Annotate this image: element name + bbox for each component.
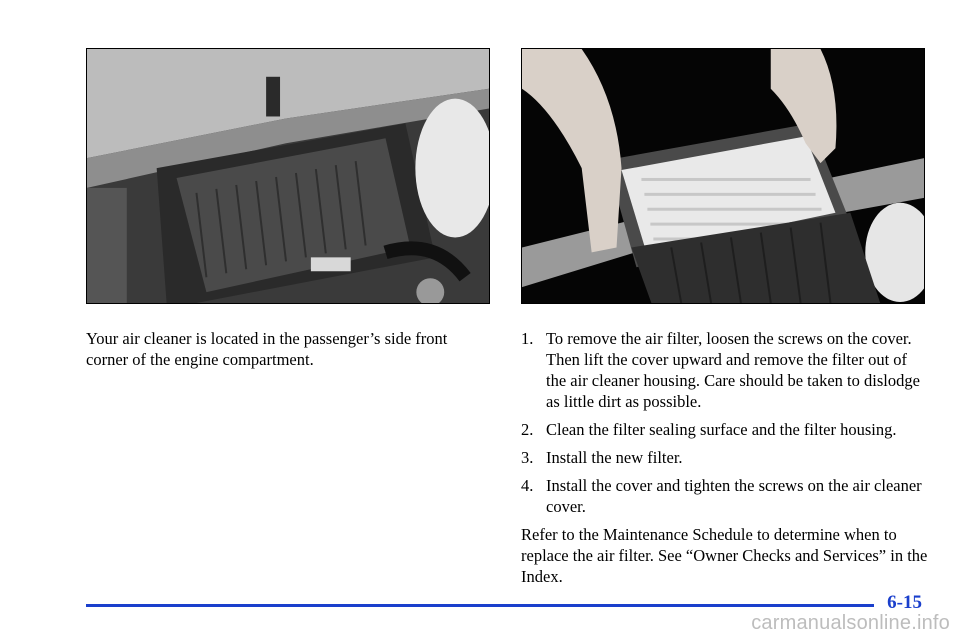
step-item [521, 419, 931, 440]
maintenance-note: Refer to the Maintenance Schedule to determine when to replace the air filter. See “Owner Checks and Services” in the Index. [521, 525, 928, 586]
step-number: 3. [521, 448, 534, 467]
step-text: To remove the air filter, loosen the screws on the cover. Then lift the cover upward and remove the filter out of the air cleaner housing. Care should be taken to dislodge as little dirt as possible. [546, 329, 920, 411]
step-item [521, 475, 931, 517]
air-cleaner-housing-photo [86, 48, 490, 304]
left-column [86, 328, 486, 370]
step-number: 4. [521, 476, 534, 495]
step-text: Install the new filter. [546, 448, 683, 467]
watermark: carmanualsonline.info [751, 612, 950, 634]
step-text: Install the cover and tighten the screws on the air cleaner cover. [546, 476, 922, 516]
location-paragraph: Your air cleaner is located in the passenger’s side front corner of the engine compartment. [86, 329, 448, 369]
air-filter-removal-photo [521, 48, 925, 304]
step-item [521, 328, 931, 412]
footer-rule [86, 604, 874, 607]
step-number: 1. [521, 329, 534, 348]
step-item [521, 447, 931, 468]
step-number: 2. [521, 420, 534, 439]
right-column [521, 328, 931, 587]
step-text: Clean the filter sealing surface and the filter housing. [546, 420, 897, 439]
page-number: 6-15 [887, 592, 922, 613]
